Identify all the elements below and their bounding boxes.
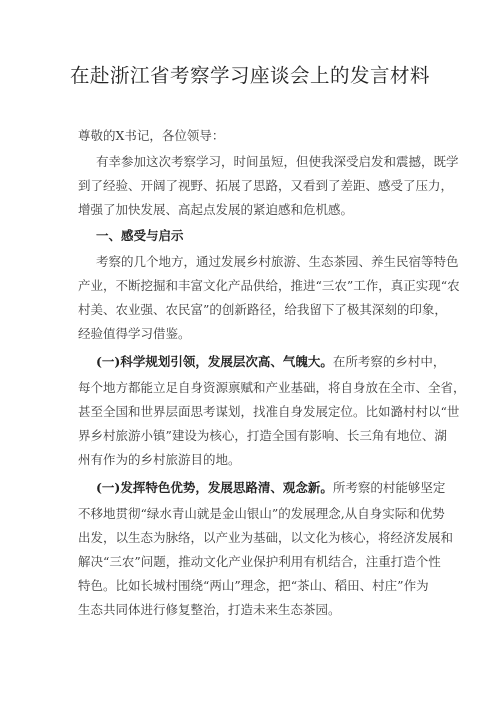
point2-first-line-text: 所考察的村能够坚定: [332, 480, 446, 495]
intro-line-2: 到了经验、开阔了视野、拓展了思路，又看到了差距、感受了压力，: [78, 178, 454, 193]
section1-intro-line-3: 村美、农业强、农民富”的创新路径，给我留下了极其深刻的印象，: [78, 302, 447, 317]
point1-line-3: 甚至全国和世界层面思考谋划，找准自身发展定位。比如潞村村以“世: [78, 404, 460, 419]
section1-intro-line-1: 考察的几个地方，通过发展乡村旅游、生态茶园、养生民宿等特色: [96, 254, 459, 269]
point1-heading: (一)科学规划引领，发展层次高、气魄大。: [96, 354, 333, 369]
point1-first-line-text: 在所考察的乡村中，: [332, 354, 446, 369]
salutation: 尊敬的X书记，各位领导：: [78, 128, 225, 143]
point2-first-line: [96, 480, 445, 496]
point1-line-5: 州有作为的乡村旅游目的地。: [78, 452, 241, 467]
section-heading-1: 一、感受与启示: [96, 228, 184, 243]
intro-line-3: 增强了加快发展、高起点发展的紧迫感和危机感。: [78, 202, 354, 217]
point2-line-4: 解决“三农”问题，推动文化产业保护利用有机结合，注重打造个性: [78, 554, 441, 569]
point2-line-6: 生态共同体进行修复整治，打造未来生态茶园。: [78, 602, 341, 617]
section1-intro-line-4: 经验值得学习借鉴。: [78, 326, 191, 341]
document-title: 在赴浙江省考察学习座谈会上的发言材料: [69, 64, 430, 87]
point1-first-line: [96, 354, 445, 370]
point1-line-4: 界乡村旅游小镇”建设为核心，打造全国有影响、长三角有地位、湖: [78, 428, 447, 443]
intro-line-1: 有幸参加这次考察学习，时间虽短，但使我深受启发和震撼，既学: [96, 154, 459, 169]
point1-line-2: 每个地方都能立足自身资源禀赋和产业基础，将自身放在全市、全省，: [78, 380, 466, 395]
point2-line-3: 出发，以生态为脉络，以产业为基础，以文化为核心，将经济发展和: [78, 530, 454, 545]
point2-line-2: 不移地贯彻“绿水青山就是金山银山”的发展理念,从自身实际和优势: [78, 506, 445, 521]
point2-heading: (一)发挥特色优势，发展思路清、观念新。: [96, 480, 333, 495]
point2-line-5: 特色。比如长城村围绕“两山”理念，把“茶山、稻田、村庄”作为: [78, 578, 429, 593]
section1-intro-line-2: 产业，不断挖掘和丰富文化产品供给，推进“三农”工作，真正实现“农: [78, 278, 460, 293]
